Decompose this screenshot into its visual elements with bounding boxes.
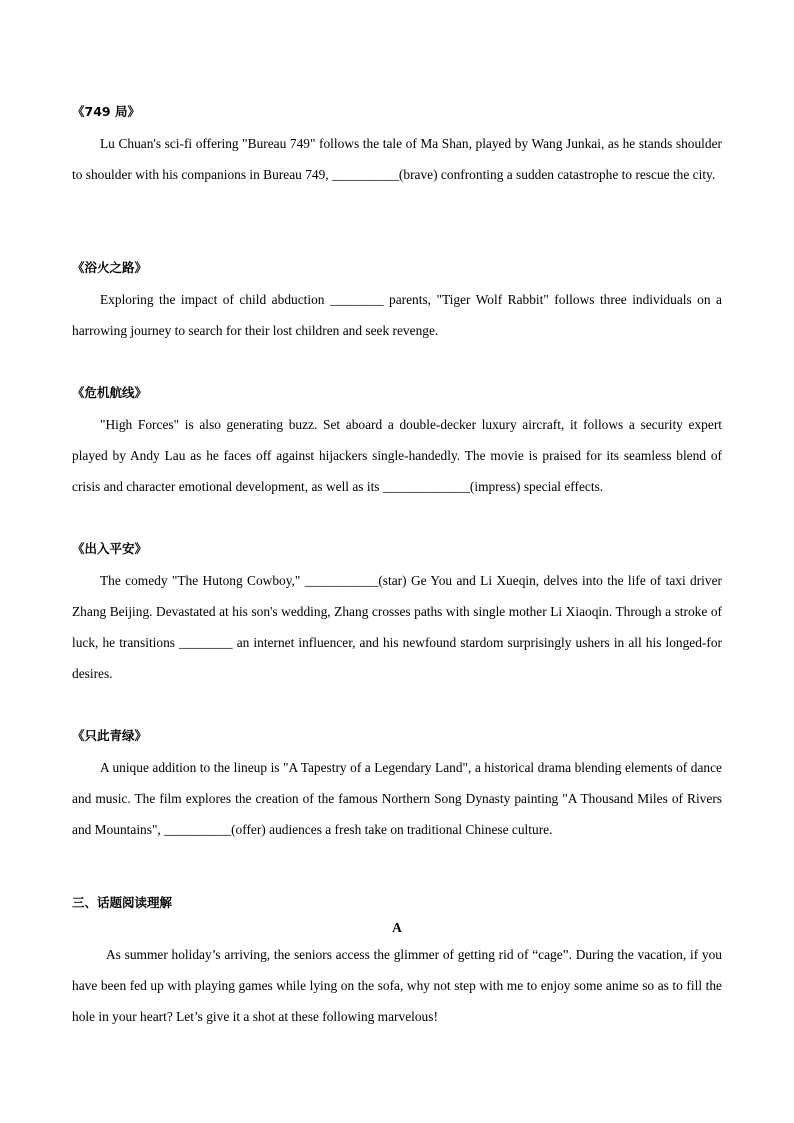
section-heading-tiger-wolf-rabbit: 《浴火之路》	[72, 260, 148, 275]
section-paragraph-bureau-749: Lu Chuan's sci-fi offering "Bureau 749" follows the tale of Ma Shan, played by Wang Junkai, as he stands shoulder to shoulder with his companions in Bureau 749, __________(brave) confronting a sudden catastrophe to rescue the city.	[72, 136, 722, 182]
section-heading-bureau-749: 《749 局》	[72, 104, 140, 119]
section-heading-high-forces: 《危机航线》	[72, 385, 148, 400]
section-paragraph-tapestry: A unique addition to the lineup is "A Tapestry of a Legendary Land", a historical drama blending elements of dance and music. The film explores the creation of the famous Northern Song Dynasty painting "A Thousand Miles of Rivers and Mountains", __________(offer) audiences a fresh take on traditional Chinese culture.	[72, 760, 722, 837]
part-three-title: 三、话题阅读理解	[72, 895, 173, 910]
section-paragraph-tiger-wolf-rabbit: Exploring the impact of child abduction ________ parents, "Tiger Wolf Rabbit" follows three individuals on a harrowing journey to search for their lost children and seek revenge.	[72, 292, 722, 338]
section-paragraph-high-forces: "High Forces" is also generating buzz. Set aboard a double-decker luxury aircraft, it follows a security expert played by Andy Lau as he faces off against hijackers single-handedly. The movie is praised for its seamless blend of crisis and character emotional development, as well as its _____________(impress) special effects.	[72, 417, 722, 494]
section-heading-tapestry: 《只此青绿》	[72, 728, 148, 743]
section-heading-hutong-cowboy: 《出入平安》	[72, 541, 148, 556]
passage-label: A	[392, 920, 402, 935]
section-paragraph-hutong-cowboy: The comedy "The Hutong Cowboy," ___________(star) Ge You and Li Xueqin, delves into the life of taxi driver Zhang Beijing. Devastated at his son's wedding, Zhang crosses paths with single mother Li Xiaoqin. Through a stroke of luck, he transitions ________ an internet influencer, and his newfound stardom surprisingly ushers in all his longed-for desires.	[72, 573, 722, 681]
passage-a-paragraph: As summer holiday’s arriving, the seniors access the glimmer of getting rid of “cage”. During the vacation, if you have been fed up with playing games while lying on the sofa, why not step with me to enjoy some anime so as to fill the hole in your heart? Let’s give it a shot at these following marvelous!	[72, 947, 722, 1024]
